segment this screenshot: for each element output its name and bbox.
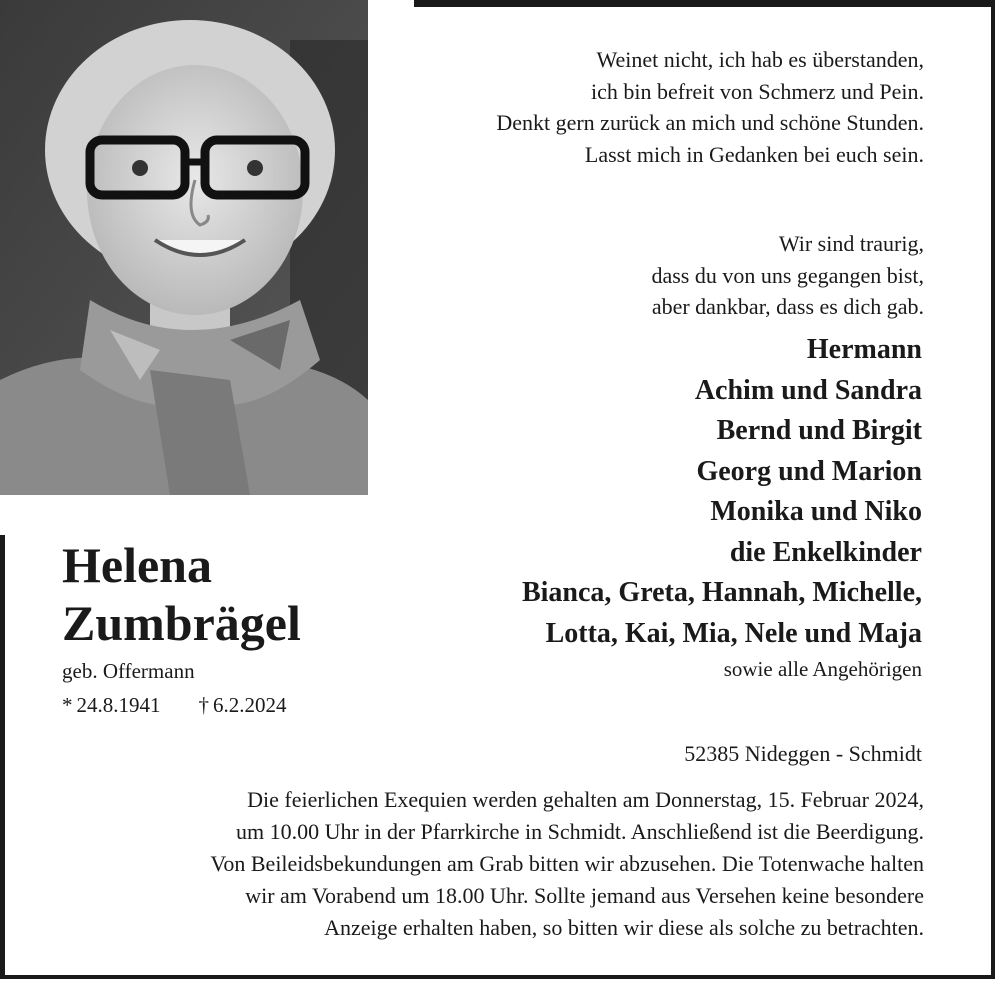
deceased-maiden-name: geb. Offermann (62, 659, 195, 683)
service-info (24, 784, 924, 944)
portrait-photo (0, 0, 368, 495)
frame-bottom-border (0, 975, 995, 979)
service-line: wir am Vorabend um 18.00 Uhr. Sollte jemand aus Versehen keine besondere (245, 883, 924, 908)
place-line (522, 738, 922, 770)
death-date: 6.2.2024 (213, 693, 287, 717)
poem-second (364, 228, 924, 323)
portrait-illustration (0, 0, 368, 495)
service-line: Die feierlichen Exequien werden gehalten am Donnerstag, 15. Februar 2024, (247, 787, 924, 812)
mourner-line: Hermann (806, 334, 922, 365)
deceased-first-name: Helena (62, 537, 212, 593)
service-line: um 10.00 Uhr in der Pfarrkirche in Schmidt. Anschließend ist die Beerdigung. (236, 819, 924, 844)
mourners-closing: sowie alle Angehörigen (723, 657, 922, 681)
poem-top (364, 44, 924, 170)
mourner-line: Georg und Marion (696, 455, 922, 487)
mourner-line: Lotta, Kai, Mia, Nele und Maja (545, 617, 922, 649)
frame-left-border (0, 535, 5, 979)
death-date-group (199, 690, 287, 720)
birth-date-group (62, 690, 161, 720)
mourner-line: Bernd und Birgit (716, 415, 922, 446)
poem-line: dass du von uns gegangen bist, (651, 262, 924, 288)
deceased-block (62, 536, 402, 720)
mourner-line: Bianca, Greta, Hannah, Michelle, (521, 577, 922, 608)
life-dates (62, 690, 402, 720)
poem-line: aber dankbar, dass es dich gab. (651, 294, 924, 319)
poem-line: Wir sind traurig, (778, 231, 924, 256)
death-cross-icon: † (198, 693, 209, 717)
service-line: Anzeige erhalten haben, so bitten wir diese als solche zu betrachten. (324, 915, 924, 940)
mourner-line: die Enkelkinder (729, 536, 922, 568)
frame-right-border (991, 0, 995, 978)
poem-line: ich bin befreit von Schmerz und Pein. (591, 78, 924, 104)
deceased-last-name: Zumbrägel (62, 595, 301, 651)
place-text: 52385 Nideggen - Schmidt (684, 741, 922, 766)
mourners-list (362, 330, 922, 684)
mourner-line: Achim und Sandra (694, 374, 922, 406)
birth-date: 24.8.1941 (76, 693, 161, 717)
mourner-line: Monika und Niko (710, 496, 922, 527)
service-line: Von Beileidsbekundungen am Grab bitten wir abzusehen. Die Totenwache halten (210, 851, 924, 876)
poem-line: Weinet nicht, ich hab es überstanden, (596, 47, 924, 72)
frame-top-border (414, 0, 994, 7)
poem-line: Lasst mich in Gedanken bei euch sein. (584, 141, 924, 167)
poem-line: Denkt gern zurück an mich und schöne Stunden. (496, 110, 924, 135)
birth-star-icon: * (62, 693, 73, 717)
